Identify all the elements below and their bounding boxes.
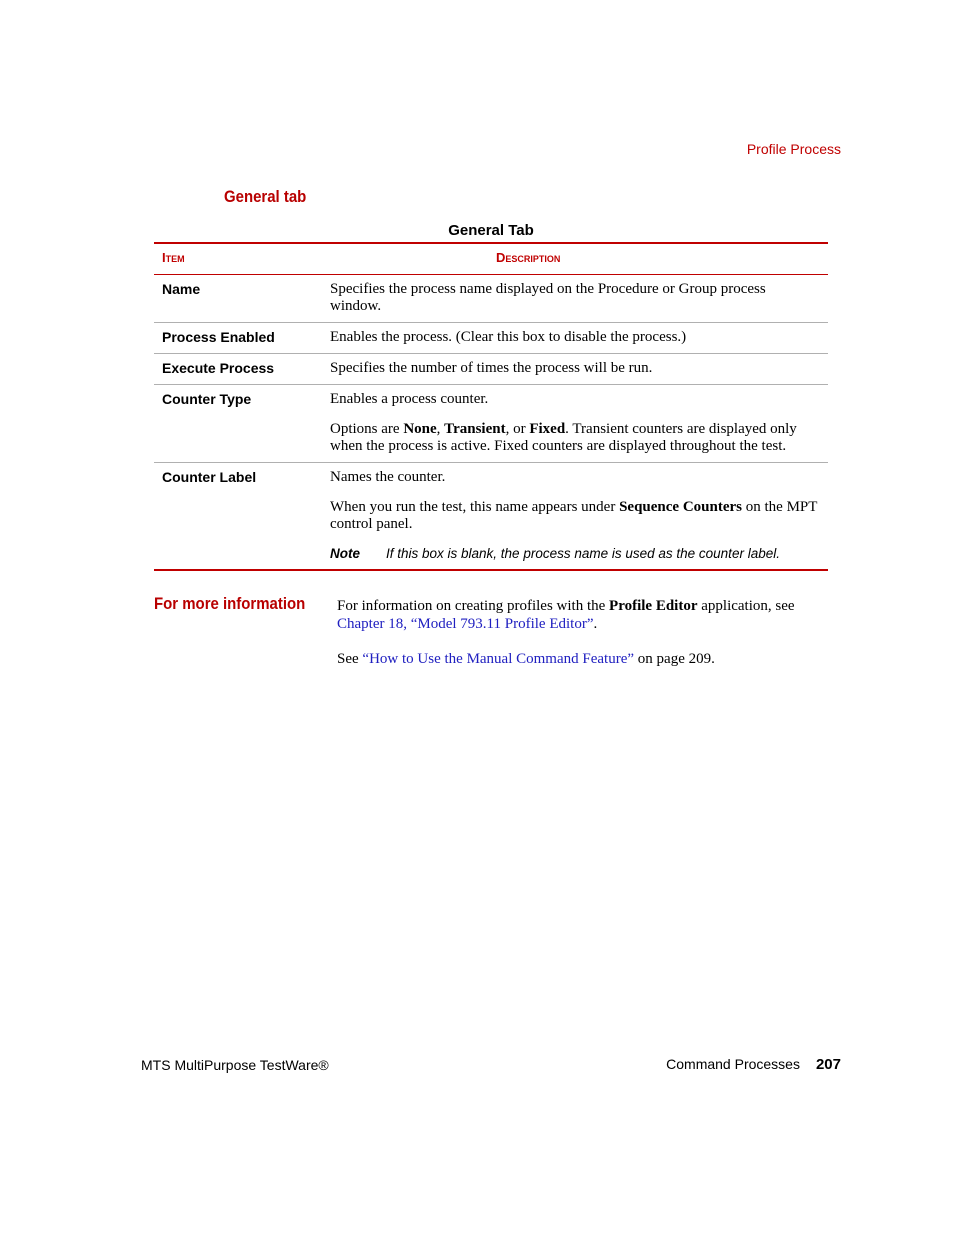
row-item: Counter Label [162, 469, 257, 485]
row-description [322, 275, 828, 323]
table-caption: General Tab [448, 222, 534, 239]
row-item: Name [154, 275, 322, 323]
table-row [154, 385, 828, 463]
general-tab-table [154, 242, 828, 571]
description-text: Names the counter. [330, 469, 446, 485]
row-item: Process Enabled [154, 323, 322, 354]
sequence-counters-term: Sequence Counters [619, 499, 743, 515]
table-row [154, 323, 828, 354]
row-description [322, 463, 828, 571]
row-description [322, 354, 828, 385]
description-text: Enables a process counter. [330, 391, 489, 407]
column-header-description: Description [322, 243, 828, 275]
more-info-paragraph [337, 597, 827, 633]
note-text: If this box is blank, the process name is used as the counter label. [386, 546, 780, 561]
counter-label-detail [330, 499, 818, 533]
options-prefix: Options are [330, 421, 404, 437]
row-item: Execute Process [154, 354, 322, 385]
option-transient: Transient [444, 421, 506, 437]
options-separator: , or [505, 421, 530, 437]
footer-product: MTS MultiPurpose TestWare® [141, 1057, 329, 1073]
profile-editor-term: Profile Editor [609, 598, 698, 614]
column-header-item: Item [154, 243, 322, 275]
table-header-row [154, 243, 828, 275]
section-heading: General tab [224, 187, 307, 206]
para-text: . [593, 616, 598, 632]
chapter-18-link[interactable]: Chapter 18, “Model 793.11 Profile Editor” [337, 616, 594, 632]
row-description [322, 323, 828, 354]
detail-prefix: When you run the test, this name appears under [330, 499, 620, 515]
counter-options-text [330, 421, 818, 455]
para-text: For information on creating profiles with the [337, 598, 610, 614]
note-label: Note [330, 546, 360, 561]
option-none: None [403, 421, 437, 437]
para-text: on page 209. [634, 651, 715, 667]
more-info-heading: For more information [154, 594, 306, 613]
table-row [154, 463, 828, 571]
page-number: 207 [815, 1056, 841, 1073]
para-text: application, see [697, 598, 795, 614]
options-separator: , [436, 421, 445, 437]
row-item: Counter Type [154, 385, 322, 463]
note [330, 545, 818, 562]
manual-command-feature-link[interactable]: “How to Use the Manual Command Feature” [362, 651, 635, 667]
description-text: Enables the process. (Clear this box to disable the process.) [330, 329, 687, 345]
footer-right [666, 1056, 841, 1073]
row-description [322, 385, 828, 463]
para-text: See [337, 651, 363, 667]
options-suffix: . Transient counters are displayed only when the process is active. Fixed counters are displayed throughout the test. [330, 421, 797, 454]
footer-chapter: Command Processes [666, 1056, 800, 1072]
more-info-paragraph [337, 650, 827, 668]
option-fixed: Fixed [529, 421, 566, 437]
table-row [154, 354, 828, 385]
more-info-body [337, 597, 827, 668]
running-header: Profile Process [746, 141, 841, 157]
description-text: Specifies the number of times the process will be run. [330, 360, 653, 376]
detail-suffix: on the MPT control panel. [330, 499, 818, 532]
table-row [154, 275, 828, 323]
description-text: Specifies the process name displayed on the Procedure or Group process window. [330, 281, 766, 314]
